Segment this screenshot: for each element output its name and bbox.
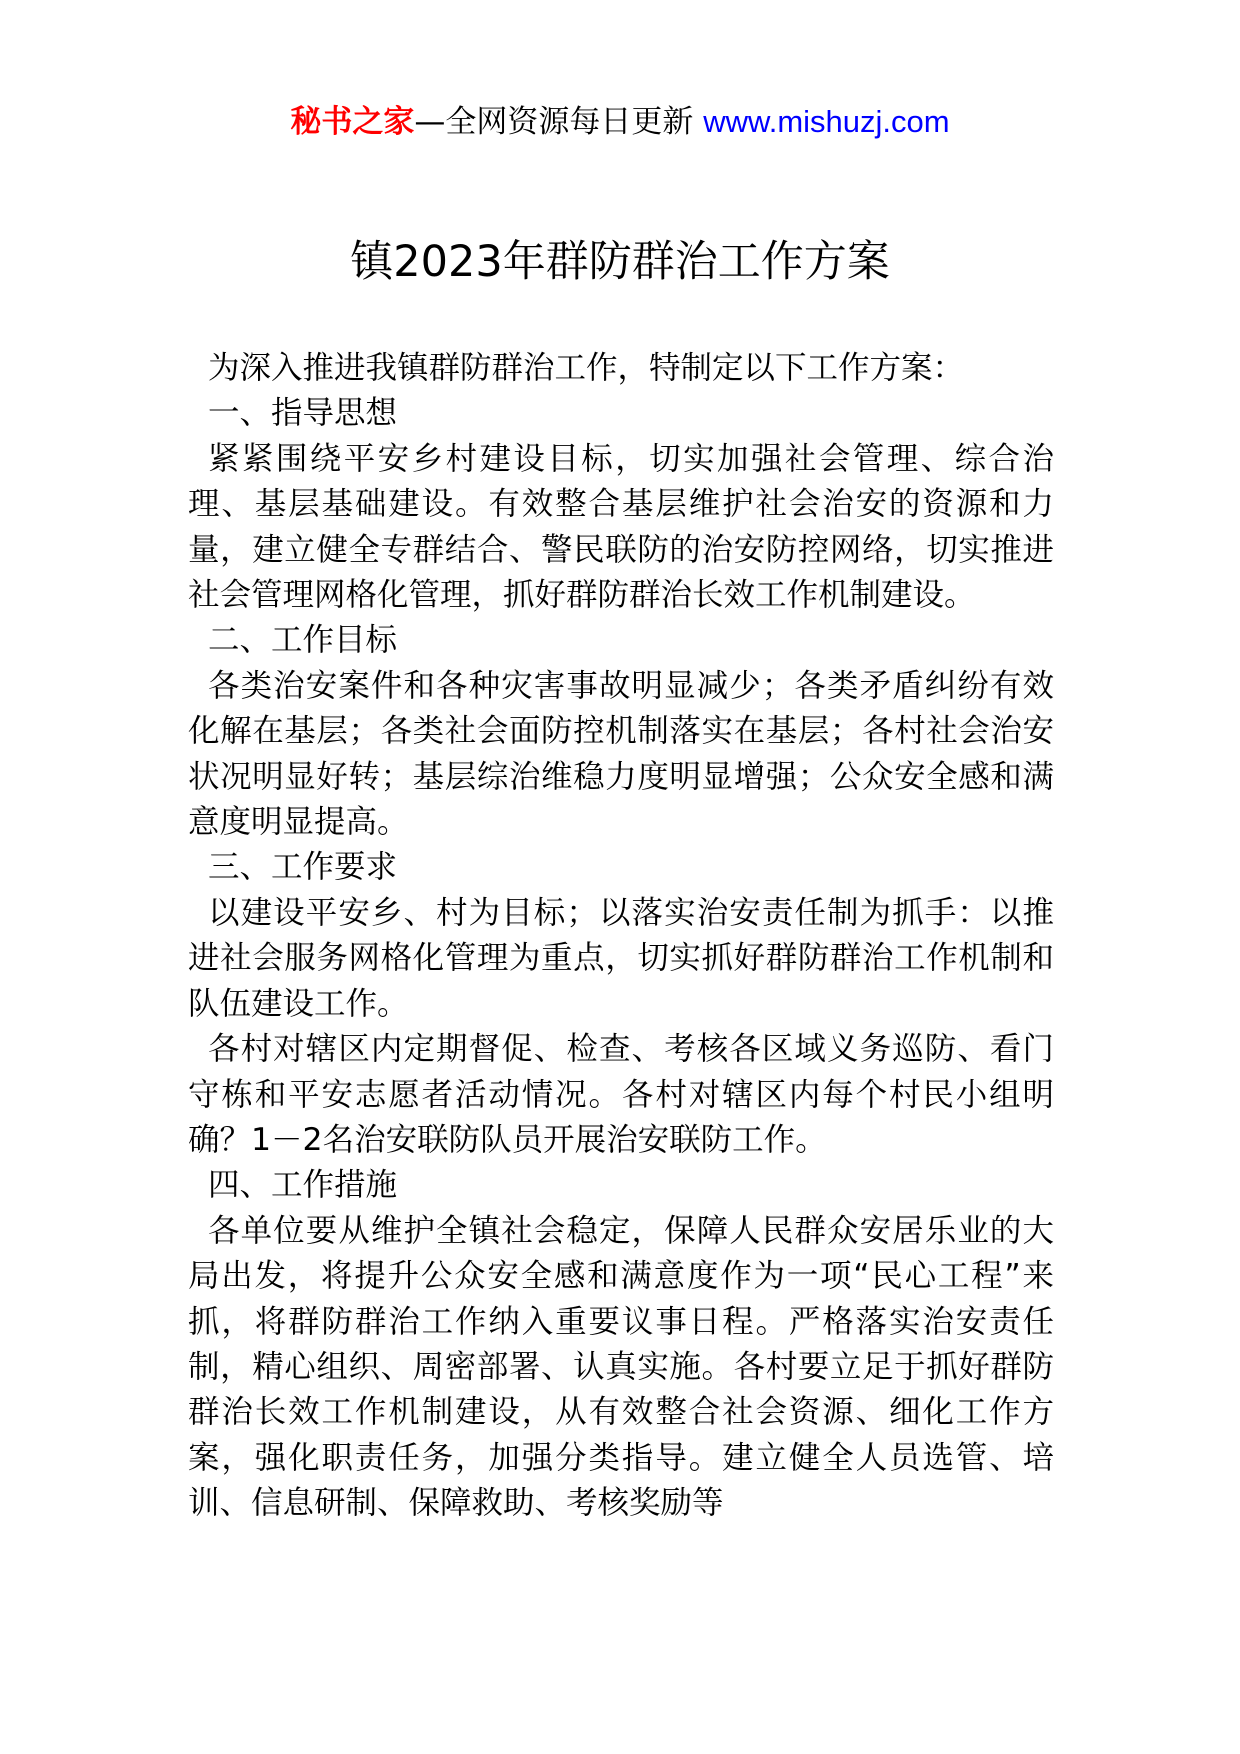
- section-heading-work-requirements: 三、工作要求: [208, 849, 398, 886]
- section-heading-guiding-ideology: 一、指导思想: [208, 395, 398, 432]
- document-title: 镇2023年群防群治工作方案: [350, 237, 890, 287]
- site-url-link[interactable]: www.mishuzj.com: [703, 104, 950, 139]
- body-paragraph: 各村对辖区内定期督促、检查、考核各区域义务巡防、看门守栋和平安志愿者活动情况。各村对辖区内每个村民小组明确？1－2名治安联防队员开展治安联防工作。: [188, 1031, 1054, 1158]
- document-body: [188, 346, 1054, 1527]
- body-paragraph: 紧紧围绕平安乡村建设目标，切实加强社会管理、综合治理、基层基础建设。有效整合基层维护社会治安的资源和力量，建立健全专群结合、警民联防的治安防控网络，切实推进社会管理网格化管理，抓好群防群治长效工作机制建设。: [188, 440, 1054, 614]
- intro-paragraph: 为深入推进我镇群防群治工作，特制定以下工作方案：: [208, 350, 965, 386]
- body-paragraph: 各类治安案件和各种灾害事故明显减少；各类矛盾纠纷有效化解在基层；各类社会面防控机制落实在基层；各村社会治安状况明显好转；基层综治维稳力度明显增强；公众安全感和满意度明显提高。: [188, 667, 1054, 841]
- site-header: [0, 100, 1240, 144]
- body-paragraph: 以建设平安乡、村为目标；以落实治安责任制为抓手：以推进社会服务网格化管理为重点，切实抓好群防群治工作机制和队伍建设工作。: [188, 894, 1054, 1022]
- section-heading-work-goals: 二、工作目标: [208, 622, 398, 659]
- body-paragraph: 各单位要从维护全镇社会稳定，保障人民群众安居乐业的大局出发，将提升公众安全感和满意度作为一项“民心工程”来抓，将群防群治工作纳入重要议事日程。严格落实治安责任制，精心组织、周密部署、认真实施。各村要立足于抓好群防群治长效工作机制建设，从有效整合社会资源、细化工作方案，强化职责任务，加强分类指导。建立健全人员选管、培训、信息研制、保障救助、考核奖励等: [188, 1212, 1054, 1522]
- section-heading-work-measures: 四、工作措施: [208, 1167, 398, 1204]
- site-slogan: —全网资源每日更新: [414, 104, 694, 140]
- site-brand: 秘书之家: [290, 104, 415, 140]
